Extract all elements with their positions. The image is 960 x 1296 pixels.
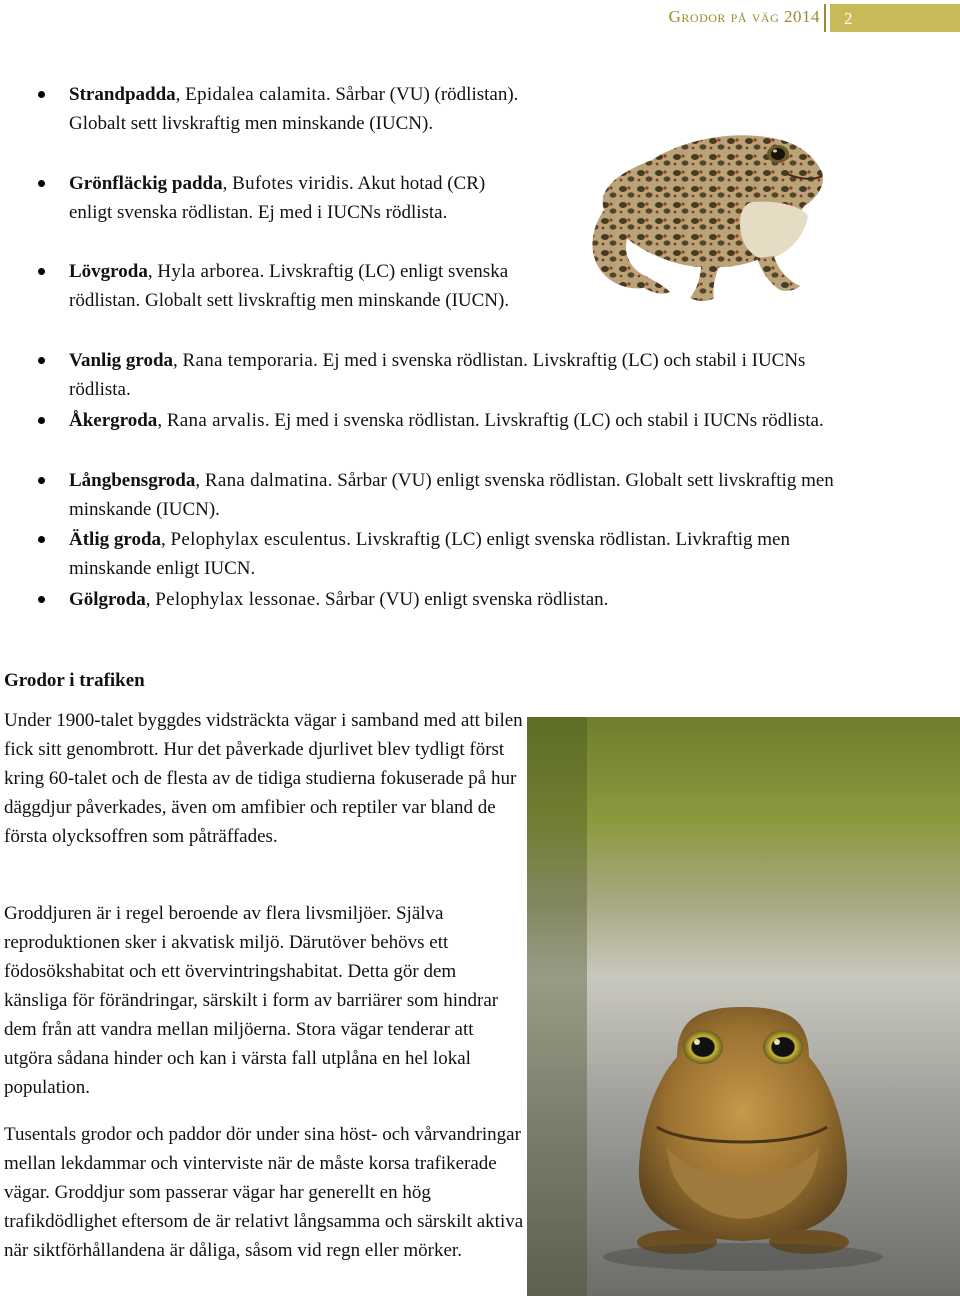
page-header xyxy=(0,0,960,44)
list-item: Lövgroda, Hyla arborea. Livskraftig (LC) enligt svenska rödlistan. Globalt sett livskraftig men minskande (IUCN). xyxy=(69,257,519,315)
species-status: . Livskraftig (LC) enligt svenska rödlistan. Globalt sett livskraftig men minskande (IUCN). xyxy=(69,261,510,311)
species-name: Åkergroda xyxy=(69,410,158,431)
green-toad-photo xyxy=(582,120,832,310)
species-status: . Akut hotad (CR) enligt svenska rödlistan. Ej med i IUCNs rödlista. xyxy=(69,173,486,223)
latin-name: Rana dalmatina xyxy=(204,470,328,491)
latin-name: Pelophylax lessonae xyxy=(155,589,316,610)
body-paragraph: Tusentals grodor och paddor dör under sina höst- och vårvandringar mellan lekdammar och vinterviste när de måste korsa trafikerade vägar. Groddjur som passerar vägar har generellt en hög trafikdödlighet eftersom de är relativt långsamma och särskilt aktiva när siktförhållandena är dåliga, såsom vid regn eller mörker. xyxy=(4,1124,524,1261)
page-number: 2 xyxy=(844,9,853,28)
road-toad-photo xyxy=(527,717,960,1296)
latin-name: Rana arvalis xyxy=(166,410,265,431)
latin-name: Rana temporaria xyxy=(182,350,314,371)
list-item: Vanlig groda, Rana temporaria. Ej med i svenska rödlistan. Livskraftig (LC) och stabil i IUCNs rödlista. xyxy=(69,346,849,404)
list-item: Strandpadda, Epidalea calamita. Sårbar (VU) (rödlistan). Globalt sett livskraftig men minskande (IUCN). xyxy=(69,80,519,138)
section-heading: Grodor i trafiken xyxy=(4,670,145,691)
list-item: Grönfläckig padda, Bufotes viridis. Akut hotad (CR) enligt svenska rödlistan. Ej med i IUCNs rödlista. xyxy=(69,169,519,227)
document-title: Grodor på väg 2014 xyxy=(668,7,820,26)
species-status: . Sårbar (VU) enligt svenska rödlistan. Globalt sett livskraftig men minskande (IUCN). xyxy=(69,470,834,520)
species-status: . Ej med i svenska rödlistan. Livskraftig (LC) och stabil i IUCNs rödlista. xyxy=(69,350,806,400)
species-status: . Sårbar (VU) enligt svenska rödlistan. xyxy=(315,589,609,610)
list-item: Ätlig groda, Pelophylax esculentus. Livskraftig (LC) enligt svenska rödlistan. Livkraftig men minskande enligt IUCN. xyxy=(69,525,849,583)
latin-name: Bufotes viridis xyxy=(232,173,350,194)
species-name: Lövgroda xyxy=(69,261,148,282)
body-paragraph: Groddjuren är i regel beroende av flera livsmiljöer. Själva reproduktionen sker i akvatisk miljö. Därutöver behövs ett födosökshabitat och ett övervintringshabitat. Detta gör dem känsliga för förändringar, särskilt i form av barriärer som hindrar dem från att vandra mellan miljöerna. Stora vägar tenderar att utgöra sådana hinder och kan i värsta fall utplåna en hel lokal population. xyxy=(4,903,499,1098)
species-name: Gölgroda xyxy=(69,589,146,610)
header-divider xyxy=(824,4,826,32)
latin-name: Epidalea calamita xyxy=(185,84,326,105)
list-item: Gölgroda, Pelophylax lessonae. Sårbar (VU) enligt svenska rödlistan. xyxy=(69,585,849,614)
body-paragraph: Under 1900-talet byggdes vidsträckta vägar i samband med att bilen fick sitt genombrott. Hur det påverkade djurlivet blev tydligt först kring 60-talet och de flesta av de tidiga studierna fokuserade på hur däggdjur påverkades, även om amfibier och reptiler var bland de första olycksoffren som påträffades. xyxy=(4,710,523,847)
latin-name: Hyla arborea xyxy=(157,261,260,282)
species-name: Strandpadda xyxy=(69,84,176,105)
species-name: Vanlig groda xyxy=(69,350,174,371)
list-item: Åkergroda, Rana arvalis. Ej med i svenska rödlistan. Livskraftig (LC) och stabil i IUCNs rödlista. xyxy=(69,406,849,435)
page-number-box xyxy=(830,4,960,32)
species-status: . Livskraftig (LC) enligt svenska rödlistan. Livkraftig men minskande enligt IUCN. xyxy=(69,529,790,579)
species-name: Långbensgroda xyxy=(69,470,196,491)
latin-name: Pelophylax esculentus xyxy=(170,529,347,550)
species-status: . Ej med i svenska rödlistan. Livskraftig (LC) och stabil i IUCNs rödlista. xyxy=(264,410,824,431)
list-item: Långbensgroda, Rana dalmatina. Sårbar (VU) enligt svenska rödlistan. Globalt sett livskraftig men minskande (IUCN). xyxy=(69,466,849,524)
species-name: Grönfläckig padda xyxy=(69,173,223,194)
species-name: Ätlig groda xyxy=(69,529,162,550)
species-status: . Sårbar (VU) (rödlistan). Globalt sett livskraftig men minskande (IUCN). xyxy=(69,84,519,134)
